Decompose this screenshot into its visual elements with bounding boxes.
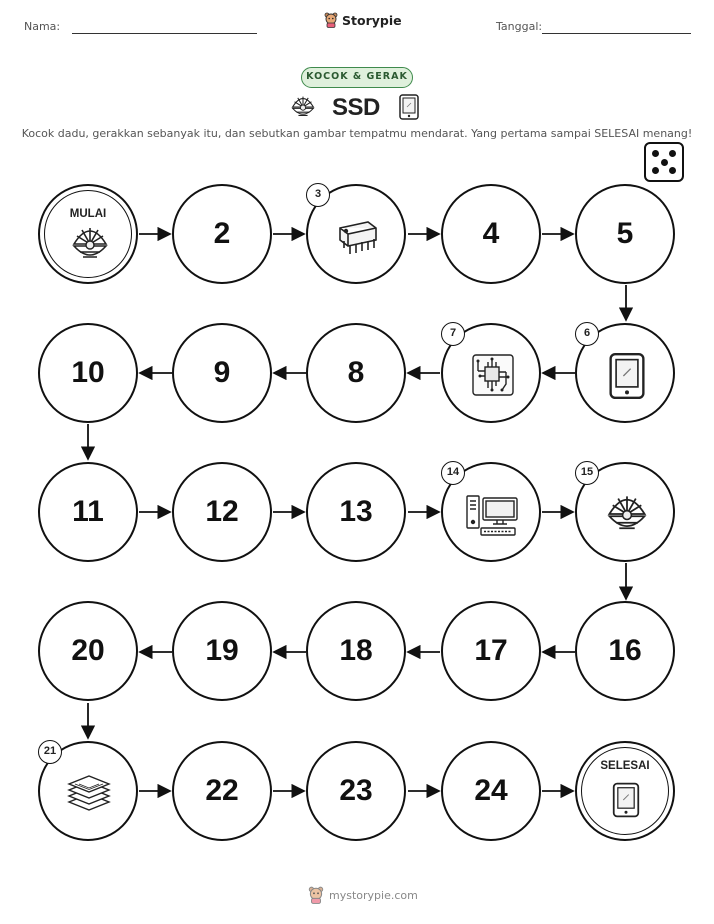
space-number: 10 <box>71 356 105 389</box>
space-number: 24 <box>474 774 508 807</box>
space-number-marker: 3 <box>306 183 330 207</box>
space-number-marker: 21 <box>38 740 62 764</box>
finish-label: SELESAI <box>600 760 650 772</box>
board-space-22[interactable] <box>172 741 272 841</box>
board-space-12[interactable] <box>172 462 272 562</box>
space-number: 4 <box>482 217 500 250</box>
stacked-layers-icon <box>65 774 113 814</box>
tablet-icon <box>611 780 641 820</box>
space-number: 13 <box>339 495 373 528</box>
board-space-3[interactable] <box>306 184 406 284</box>
name-label: Nama: <box>24 20 61 33</box>
bear-mascot-icon <box>308 886 324 904</box>
board-space-24[interactable] <box>441 741 541 841</box>
board-space-6[interactable] <box>575 323 675 423</box>
game-type-badge: KOCOK & GERAK <box>301 67 413 88</box>
date-label: Tanggal: <box>496 20 543 33</box>
space-number: 22 <box>205 774 239 807</box>
space-number: 9 <box>213 356 231 389</box>
space-number: 12 <box>205 495 239 528</box>
board-space-21[interactable] <box>38 741 138 841</box>
board-space-8[interactable] <box>306 323 406 423</box>
space-number: 19 <box>205 634 239 667</box>
footer-url[interactable]: mystorypie.com <box>329 888 418 902</box>
board-space-2[interactable] <box>172 184 272 284</box>
space-number: 17 <box>474 634 508 667</box>
board-space-13[interactable] <box>306 462 406 562</box>
page-title: SSD <box>332 94 380 121</box>
desktop-computer-icon <box>465 494 521 538</box>
instructions: Kocok dadu, gerakkan sebanyak itu, dan sebutkan gambar tempatmu mendarat. Yang pertama sampai SELESAI menang! <box>21 127 693 140</box>
brand-name: Storypie <box>342 12 402 28</box>
board-space-10[interactable] <box>38 323 138 423</box>
space-number: 8 <box>347 356 365 389</box>
tablet-icon <box>607 352 647 400</box>
oyster-pearl-icon <box>604 492 650 536</box>
space-number: 20 <box>71 634 105 667</box>
start-space[interactable] <box>38 184 138 284</box>
oyster-pearl-icon <box>68 224 112 264</box>
space-number-marker: 6 <box>575 322 599 346</box>
board-space-18[interactable] <box>306 601 406 701</box>
space-number: 5 <box>616 217 634 250</box>
space-number: 16 <box>608 634 642 667</box>
space-number-marker: 14 <box>441 461 465 485</box>
space-number: 23 <box>339 774 373 807</box>
board-space-4[interactable] <box>441 184 541 284</box>
footer <box>308 886 418 904</box>
start-label: MULAI <box>69 208 107 220</box>
board-space-23[interactable] <box>306 741 406 841</box>
space-number-marker: 15 <box>575 461 599 485</box>
space-number: 11 <box>72 495 104 528</box>
board-space-7[interactable] <box>441 323 541 423</box>
board-space-17[interactable] <box>441 601 541 701</box>
circuit-board-icon <box>470 352 516 398</box>
space-number-marker: 7 <box>441 322 465 346</box>
board-space-20[interactable] <box>38 601 138 701</box>
space-number: 18 <box>339 634 373 667</box>
board-space-16[interactable] <box>575 601 675 701</box>
board-space-19[interactable] <box>172 601 272 701</box>
board-space-14[interactable] <box>441 462 541 562</box>
board-space-5[interactable] <box>575 184 675 284</box>
board-space-11[interactable] <box>38 462 138 562</box>
chip-icon <box>332 210 382 260</box>
finish-space[interactable] <box>575 741 675 841</box>
board-space-9[interactable] <box>172 323 272 423</box>
board-space-15[interactable] <box>575 462 675 562</box>
space-number: 2 <box>213 217 231 250</box>
